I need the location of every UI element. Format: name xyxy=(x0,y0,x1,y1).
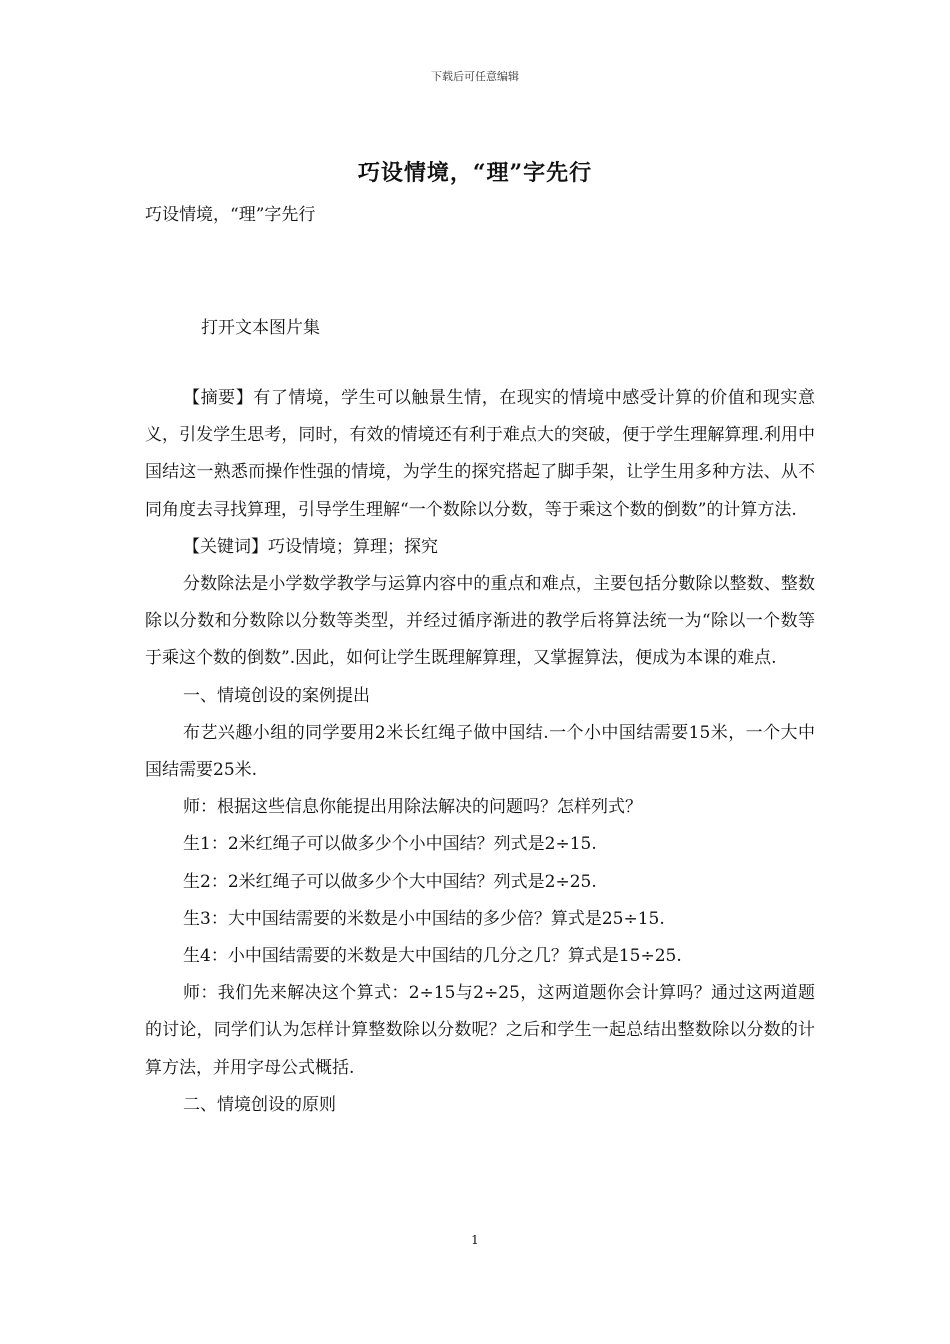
dialogue-line: 生2：2米红绳子可以做多少个大中国结？列式是2÷25. xyxy=(183,871,597,892)
dialogue-line: 师：根据这些信息你能提出用除法解决的问题吗？怎样列式？ xyxy=(183,797,642,818)
article-subtitle: 巧设情境，“理”字先行 xyxy=(145,205,316,225)
section-heading: 二、情境创设的原则 xyxy=(183,1094,336,1115)
abstract-paragraph: 【摘要】有了情境，学生可以触景生情，在现实的情境中感受计算的价值和现实意义，引发学生思考，同时，有效的情境还有利于难点大的突破，便于学生理解算理.利用中国结这一熟悉而操作性强的情境，为学生的探究搭起了脚手架，让学生用多种方法、从不同角度去寻找算理，引导学生理解“一个数除以分数，等于乘这个数的倒数”的计算方法. xyxy=(145,388,815,520)
open-gallery-link[interactable]: 打开文本图片集 xyxy=(201,318,320,338)
article-title: 巧设情境，“理”字先行 xyxy=(357,160,593,186)
page-header: 下载后可任意编辑 xyxy=(431,70,519,83)
body-paragraph: 布艺兴趣小组的同学要用2米长红绳子做中国结.一个小中国结需要15米，一个大中国结需要25米. xyxy=(145,722,815,781)
dialogue-line: 师：我们先来解决这个算式：2÷15与2÷25，这两道题你会计算吗？通过这两道题的讨论，同学们认为怎样计算整数除以分数呢？之后和学生一起总结出整数除以分数的计算方法，并用字母公式概括. xyxy=(145,983,815,1078)
page-number: 1 xyxy=(471,1233,479,1247)
section-heading: 一、情境创设的案例提出 xyxy=(183,685,370,706)
article-body xyxy=(145,380,815,1124)
dialogue-line: 生4：小中国结需要的米数是大中国结的几分之几？算式是15÷25. xyxy=(183,946,682,967)
dialogue-line: 生1：2米红绳子可以做多少个小中国结？列式是2÷15. xyxy=(183,834,597,855)
keywords-paragraph: 【关键词】巧设情境；算理；探究 xyxy=(183,536,438,557)
dialogue-line: 生3：大中国结需要的米数是小中国结的多少倍？算式是25÷15. xyxy=(183,908,665,929)
body-paragraph: 分数除法是小学数学教学与运算内容中的重点和难点，主要包括分數除以整数、整数除以分数和分数除以分数等类型，并经过循序渐进的教学后将算法统一为“除以一个数等于乘这个数的倒数”.因此，如何让学生既理解算理，又掌握算法，便成为本课的难点. xyxy=(145,574,815,669)
